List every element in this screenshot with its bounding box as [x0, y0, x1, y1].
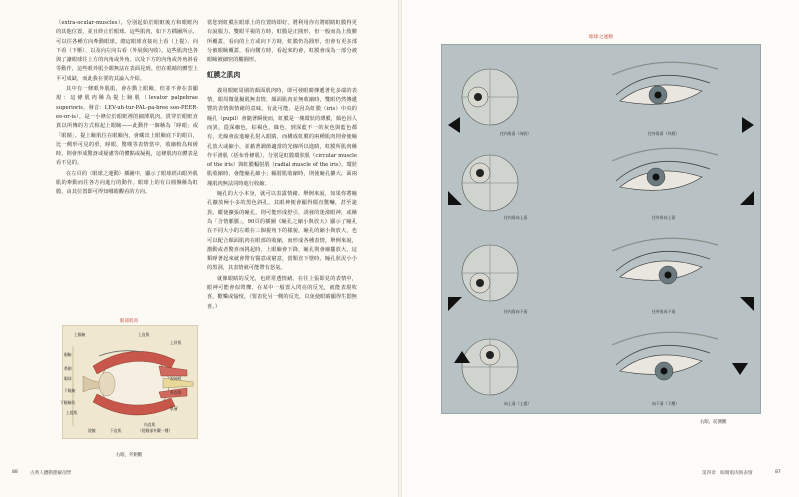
running-title: 古典人體動態解剖學	[30, 471, 72, 476]
eye-movement-plate	[441, 44, 761, 414]
figure-label: 內直肌	[144, 422, 156, 427]
figure-caption: 右眼，外側觀	[115, 453, 143, 458]
figure-label: 眼瞼	[64, 352, 72, 357]
page-number: 87	[775, 470, 781, 475]
plate-label: 向上看（上提）	[504, 401, 532, 406]
arrow-left-icon	[448, 117, 460, 133]
eye-diagram	[462, 69, 518, 125]
figure-label: 視神經	[170, 376, 182, 381]
paragraph: 在左頁的〈眼球之運動〉插圖中，顯示了眼球經由眼外肌肌的牽動而往各方向進行的動作。眼球上的有白圓盤稱為虹膜，由其位置即可得知哪眼觀看的方向。	[56, 170, 198, 196]
plate-title: 眼球之運動	[589, 35, 613, 40]
page-number: 88	[12, 470, 18, 475]
figure-label: 上眼瞼	[74, 332, 86, 337]
plate-label: 往內角向上看	[504, 215, 528, 220]
eye-diagram	[462, 245, 518, 301]
eye-drawing	[612, 332, 718, 380]
plate-label: 往外角向上看	[652, 215, 676, 220]
eye-movement-drawings	[442, 45, 760, 413]
plate-caption: 右眼，前側觀	[700, 420, 727, 425]
arrow-right-icon	[742, 117, 754, 133]
figure-label: 肌層	[170, 406, 178, 411]
figure-title: 眼部肌肉	[119, 319, 139, 324]
eye-diagram	[462, 155, 518, 211]
plate-label: 向下看（下壓）	[652, 401, 680, 406]
arrow-up-right-icon	[740, 191, 754, 205]
figure-label: 鼻側	[64, 366, 72, 371]
plate-label: 往外角看（外展）	[648, 131, 680, 136]
section-heading: 虹膜之肌肉	[207, 71, 241, 80]
figure-label: 上提肌	[66, 410, 78, 415]
arrow-up-left-icon	[448, 191, 462, 205]
eye-muscles-figure	[60, 318, 198, 458]
eye-drawing	[612, 62, 718, 104]
figure-label: （從眼部外觀一種）	[138, 428, 173, 433]
left-column-text	[56, 19, 198, 199]
paragraph: 就像眼睛的反光，也經常透情緒，在往上張即見的表情中，眼神可能會似閃爍，在某中一般置入閃亮的反光，就能表現吹喜，歡樂或愉悅。（要表化另一側的反光，以免使眼睛顯得生悶無喜。）	[207, 275, 357, 310]
paragraph: 其中有一條眼外肌肌，會在動上眼瞼，但並不會在表顯現：這條肌肉稱為提上瞼肌（levator palpebrae superioris，發音：LEV-uh-tur-PAL-pa-bree soo-PEER-ee-or-is），是一小條位於眼眶裡的細薄肌肉。貫穿於眼眶直貫以所傳的方式相起上眼瞼——此動作一個稱為「睜眼」或「眼睛」。提上瞼肌位在眼瞼內，會藏出上眼瞼底下的眼白，比一側形可見的垂，睜眼，驚嘆等表情當中，收縮較為和緩時，則會形成驚訝或疑慮等的體點或凝視，這條肌肉在體表是看不見的。	[56, 86, 198, 167]
paragraph: （extra-ocular-muscles），分別起始於眼眶後方和眼眶內的其他位置，並且終止於眼球。這些肌肉，如下方插圖所示，可以往各種方向牽動眼球。總這眼球直接向上看（上提）、向下看（下壓）、以及向左向右看（外展與內收）。這些肌肉也各與了讓眼球往上方的內角或外角、以及下方的內角或外角斜看等動作，這些眼外肌全都無法在表面見到。但在眼睛的體型上平可成缺，而此我在要的其論入介紹。	[56, 20, 198, 82]
right-column-text	[207, 19, 357, 313]
running-chapter: 第四章 眼睛肌肉與表情	[702, 471, 753, 476]
figure-label: 眼球	[64, 376, 72, 381]
figure-label: 上直肌	[138, 332, 150, 337]
paragraph: 瞳孔的大小本身，就可以表露情緒。舉例來說，如果你將瞳孔擴放極小多的黑色斜孔，其眼神便會顯得僵直驚嚇，甚至詭異。縱使擴張的瞳孔，則可能形成舒引，誘發的迷濛眼神，或稱為「含情脈脈」。90頁的插圖《瞳孔之縮小與放大》顯示了瞳孔在不同大小的左眼在三個視角下的樣貌，瞳孔的縮小與放大，也可以配合顏面肌肉在眼部的收縮，而形成各種表情，舉例來說，激動或者驚喜而挑起時，上眼瞼會下降，瞳孔則會縮攏放大，這類睜著起來就會帶有醫意或窮意，當類直下墜時，瞳孔狀況小小的黑洞，其表情就可能帶有怒氣。	[207, 191, 357, 272]
figure-label: 淚腺	[88, 428, 96, 433]
plate-label: 往內角看（內收）	[500, 131, 532, 136]
figure-label: 外直肌	[170, 390, 182, 395]
figure-label: 下眼瞼	[64, 388, 76, 393]
plate-label: 往外角向下看	[652, 309, 676, 314]
paragraph: 義用眼眶周圍的顏面肌肉時，即可發眼睛傳遞著化多端的表情，眼周微量擬肌無表情，顏面肌肉並無收縮時，雙眼仍然傳遞豐的表情與情緒的意味。有此可能，是因為虹膜（iris）中央的瞳孔（pupil）會隨著瞬使而，虹膜是一塊環狀的薄膜，顏色因人而異，從深咖色，棕褐色，綠色，到深藍不一的灰色與藍色都有，光線會流進瞳孔射入眼睛，而構成虹膜的兩種肌肉則會使瞳孔放大或縮小，並藉著調節適當的光線所以進睛，虹膜所肌肉稱作平滑肌（括布骨條肌），分別是虹膜環狀肌（circular muscle of the iris）與虹膜輻射肌（radial muscle of the iris）。環狀肌收縮時，會能瞳孔縮小；輻射肌收縮時，則使瞳孔擴大，面兩塊肌肉無法同時進行收縮。	[207, 87, 357, 187]
plate-label: 往內角向下看	[504, 309, 528, 314]
eye-diagram	[462, 339, 518, 395]
eye-drawing	[612, 238, 718, 284]
arrow-down-icon	[732, 363, 748, 375]
figure-label: 上斜肌	[170, 340, 182, 345]
arrow-down-left-icon	[448, 297, 462, 311]
arrow-down-right-icon	[740, 297, 754, 311]
paragraph: 當您到虹膜在眼球上的位置時即好，將利用你有將眼睛虹膜得更有說服力，雙眼平視的方時，虹膜是正圓形，但一般而為上肢臉所覆蓋，看向的上方或向下方時，虹膜仍為圓形，但會有更多部分被眼瞼覆蓋，看向側方時，看起來的會，虹膜會成為一部分被眼瞼被細密的橢圓形。	[207, 20, 357, 64]
book-gutter	[398, 0, 402, 497]
eye-drawing	[612, 148, 718, 190]
figure-label: 下直肌	[110, 428, 122, 433]
figure-label: 下眼瞼肌	[60, 400, 76, 405]
